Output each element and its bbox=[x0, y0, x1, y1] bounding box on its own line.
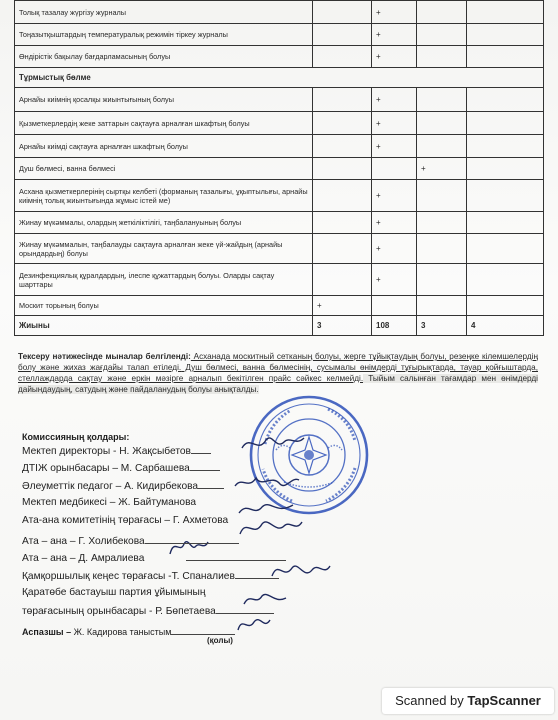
total-value: 4 bbox=[467, 316, 544, 336]
total-value: 108 bbox=[372, 316, 417, 336]
signatory-name: Ата – ана – Д. Амралиева bbox=[22, 553, 145, 564]
mark-cell bbox=[417, 46, 467, 68]
watermark-prefix: Scanned by bbox=[395, 693, 468, 708]
signatory-name: ДТІЖ орынбасары – М. Сарбашева bbox=[22, 463, 190, 474]
total-row bbox=[15, 316, 544, 336]
mark-cell: + bbox=[372, 24, 417, 46]
finding-text: Асханада москитный сетканың болуы, жерге тұйықтаудың болуы, резеңке кілемшелердің болу және жихаз жағдайы талап етіледі. bbox=[18, 352, 538, 372]
mark-cell bbox=[313, 212, 372, 234]
mark-cell bbox=[467, 212, 544, 234]
row-label: Қызметкерлердің жеке заттарын сақтауға арналған шкафтың болуы bbox=[15, 112, 313, 135]
mark-cell bbox=[417, 24, 467, 46]
mark-cell bbox=[467, 180, 544, 212]
signatory-line bbox=[22, 497, 196, 508]
signatory-line bbox=[22, 461, 220, 474]
signatory-name: Қамқоршылық кеңес төрағасы -Т. Спаналиев bbox=[22, 571, 235, 582]
scanner-watermark bbox=[382, 688, 554, 714]
signatory-name: Мектеп медбикесі – Ж. Байтуманова bbox=[22, 497, 197, 508]
inspection-checklist-table bbox=[14, 0, 544, 336]
mark-cell bbox=[467, 24, 544, 46]
row-label: Толық тазалау жүргізу журналы bbox=[15, 1, 313, 24]
mark-cell bbox=[417, 180, 467, 212]
signatory-line bbox=[22, 587, 205, 598]
signatory-name: Ата-ана комитетінің төрағасы – Г. Ахметова bbox=[22, 515, 229, 526]
mark-cell bbox=[417, 234, 467, 264]
mark-cell bbox=[313, 1, 372, 24]
cook-role: Аспазшы – bbox=[22, 627, 72, 637]
signatory-name: Мектеп директоры - Н. Жақсыбетов bbox=[22, 446, 191, 457]
signatory-name: Қаратөбе бастауыш партия ұйымының bbox=[22, 587, 206, 598]
mark-cell: + bbox=[417, 158, 467, 180]
row-label: Тоңазытқыштардың температуралық режимін тіркеу журналы bbox=[15, 24, 313, 46]
mark-cell bbox=[417, 264, 467, 296]
signature bbox=[232, 470, 302, 494]
row-label: Жинау мүкәммалын, таңбалауды сақтауға арналған жеке үй-жайдың (арнайы орындардың) болуы bbox=[15, 234, 313, 264]
finding-text: Душ бөлмесі, ванна бөлмесінің, сусымалы өнімдерді тұғырықтарда, тауар қойғыштарда, стеллаждарда сақтау және еркін мәзірге арналып бекітілген прайс сәйкес келмейді. bbox=[18, 363, 538, 383]
signatory-line bbox=[22, 534, 239, 547]
table-row bbox=[15, 1, 544, 24]
table-row bbox=[15, 112, 544, 135]
findings-lead: Тексеру нәтижесінде мыналар белгіленді: bbox=[18, 352, 191, 361]
mark-cell bbox=[372, 296, 417, 316]
table-row bbox=[15, 135, 544, 158]
mark-cell bbox=[467, 112, 544, 135]
row-label: Жинау мүкәммалы, олардың жеткіліктілігі, таңбалануының болуы bbox=[15, 212, 313, 234]
cook-name: Ж. Кадирова таныстым bbox=[71, 627, 172, 637]
cook-acknowledgement bbox=[22, 625, 235, 637]
mark-cell: + bbox=[313, 296, 372, 316]
signatory-line bbox=[22, 479, 224, 492]
signatory-line bbox=[22, 569, 279, 582]
signatory-name: төрағасының орынбасары - Р. Бөпетаева bbox=[22, 606, 216, 617]
table-row bbox=[15, 212, 544, 234]
row-label: Арнайы киімнің қосалқы жиынтығының болуы bbox=[15, 88, 313, 112]
mark-cell bbox=[313, 24, 372, 46]
mark-cell bbox=[313, 234, 372, 264]
mark-cell bbox=[417, 296, 467, 316]
mark-cell: + bbox=[372, 112, 417, 135]
row-label: Душ бөлмесі, ванна бөлмесі bbox=[15, 158, 313, 180]
mark-cell bbox=[417, 1, 467, 24]
mark-cell bbox=[313, 158, 372, 180]
mark-cell bbox=[467, 158, 544, 180]
table-row bbox=[15, 88, 544, 112]
signatory-name: Әлеуметтік педагог – А. Кидирбекова bbox=[22, 481, 199, 492]
mark-cell bbox=[417, 112, 467, 135]
signatory-line bbox=[22, 515, 228, 526]
mark-cell bbox=[417, 135, 467, 158]
row-label: Асхана қызметкерлерінің сыртқы келбеті (форманың тазалығы, ұқыптылығы, арнайы киімнің толық жиынтығында жұмыс істей ме) bbox=[15, 180, 313, 212]
mark-cell bbox=[417, 88, 467, 112]
mark-cell bbox=[467, 88, 544, 112]
mark-cell bbox=[313, 180, 372, 212]
mark-cell bbox=[467, 46, 544, 68]
row-label: Москит торының болуы bbox=[15, 296, 313, 316]
mark-cell bbox=[313, 264, 372, 296]
table-row bbox=[15, 234, 544, 264]
mark-cell bbox=[467, 296, 544, 316]
inspection-findings bbox=[18, 351, 538, 395]
mark-cell bbox=[467, 234, 544, 264]
table-row bbox=[15, 158, 544, 180]
mark-cell: + bbox=[372, 212, 417, 234]
mark-cell bbox=[313, 135, 372, 158]
table-row bbox=[15, 180, 544, 212]
mark-cell bbox=[467, 1, 544, 24]
director-signature bbox=[238, 430, 308, 456]
signatory-line bbox=[22, 551, 286, 564]
mark-cell bbox=[467, 264, 544, 296]
row-label: Өндірістік бақылау бағдарламасының болуы bbox=[15, 46, 313, 68]
mark-cell: + bbox=[372, 264, 417, 296]
total-label: Жиыны bbox=[15, 316, 313, 336]
row-label: Арнайы киімді сақтауға арналған шкафтың болуы bbox=[15, 135, 313, 158]
mark-cell: + bbox=[372, 88, 417, 112]
mark-cell: + bbox=[372, 1, 417, 24]
mark-cell: + bbox=[372, 135, 417, 158]
signatory-name: Ата – ана – Г. Холибекова bbox=[22, 536, 145, 547]
finding-text: Тыйым салынған тағамдар мен өнімдерді дайындаудың, сатудың және пайдаланудың болуы анықталды. bbox=[18, 374, 539, 394]
row-label: Дезинфекциялық құралдардың, ілеспе құжаттардың болуы. Оларды сақтау шарттары bbox=[15, 264, 313, 296]
signature-caption: (қолы) bbox=[207, 636, 233, 645]
signature bbox=[236, 512, 306, 540]
table-row bbox=[15, 46, 544, 68]
table-row bbox=[15, 296, 544, 316]
mark-cell bbox=[313, 88, 372, 112]
signatory-line bbox=[22, 604, 274, 617]
signatures-title: Комиссияның қолдары: bbox=[22, 432, 130, 442]
mark-cell: + bbox=[372, 180, 417, 212]
mark-cell bbox=[467, 135, 544, 158]
total-value: 3 bbox=[417, 316, 467, 336]
mark-cell bbox=[313, 112, 372, 135]
table-row bbox=[15, 264, 544, 296]
mark-cell bbox=[417, 212, 467, 234]
section-title: Тұрмыстық бөлме bbox=[15, 68, 544, 88]
watermark-brand: TapScanner bbox=[467, 693, 541, 708]
section-header-row bbox=[15, 68, 544, 88]
mark-cell bbox=[372, 158, 417, 180]
signatory-line bbox=[22, 444, 211, 457]
mark-cell: + bbox=[372, 46, 417, 68]
mark-cell bbox=[313, 46, 372, 68]
table-row bbox=[15, 24, 544, 46]
mark-cell: + bbox=[372, 234, 417, 264]
total-value: 3 bbox=[313, 316, 372, 336]
